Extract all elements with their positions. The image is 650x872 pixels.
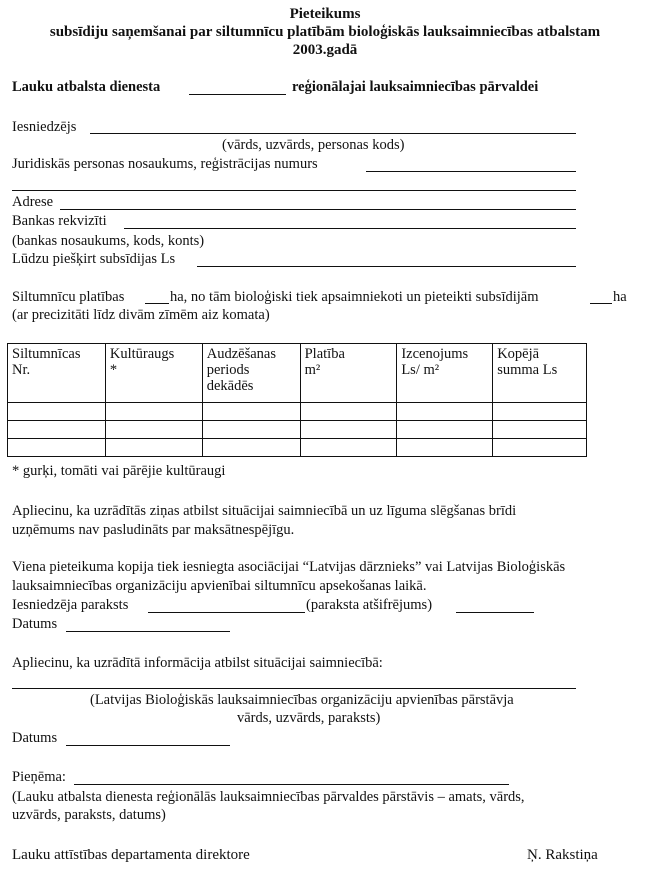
title-line-1: Pieteikums [289, 6, 361, 22]
table-cell[interactable] [8, 439, 106, 457]
table-cell[interactable] [8, 421, 106, 439]
greenhouse-table [7, 343, 587, 457]
table-cell[interactable] [300, 421, 397, 439]
representative-hint-2: vārds, uzvārds, paraksts) [237, 710, 381, 726]
area-unit: ha [613, 289, 627, 305]
table-cell[interactable] [8, 403, 106, 421]
accepted-field[interactable] [74, 784, 509, 785]
area-mid-text: ha, no tām bioloģiski tiek apsaimniekoti un pieteikti subsīdijām [170, 289, 539, 305]
area-organic-field[interactable] [590, 303, 612, 304]
subsidy-field[interactable] [197, 266, 576, 267]
addressee-blank[interactable] [189, 94, 286, 95]
table-cell[interactable] [493, 439, 587, 457]
director-name: Ņ. Rakstiņa [527, 847, 598, 863]
copy-line2: lauksaimniecības organizāciju apvienībai siltumnīcu apsekošanas laikā. [12, 578, 427, 594]
bank-hint: (bankas nosaukums, kods, konts) [12, 233, 205, 249]
table-row [8, 439, 587, 457]
signature-field[interactable] [148, 612, 305, 613]
accepted-hint-2: uzvārds, paraksts, datums) [12, 807, 166, 823]
table-cell[interactable] [300, 403, 397, 421]
date-field-1[interactable] [66, 631, 230, 632]
address-label: Adrese [12, 194, 54, 210]
date-label-2: Datums [12, 730, 58, 746]
table-cell[interactable] [300, 439, 397, 457]
col-total: Kopējā summa Ls [493, 344, 587, 403]
table-cell[interactable] [493, 403, 587, 421]
applicant-field[interactable] [90, 133, 576, 134]
area-total-field[interactable] [145, 303, 169, 304]
legal-entity-field-2[interactable] [12, 190, 576, 191]
copy-line1: Viena pieteikuma kopija tiek iesniegta asociācijai “Latvijas dārznieks” vai Latvijas Bioloģiskās [12, 559, 566, 575]
signature-decode: (paraksta atšifrējums) [306, 597, 433, 613]
statement1-line1: Apliecinu, ka uzrādītās ziņas atbilst situācijai saimniecībā un uz līguma slēgšanas brīdi [12, 503, 517, 519]
bank-label: Bankas rekvizīti [12, 213, 107, 229]
accepted-hint-1: (Lauku atbalsta dienesta reģionālās lauksaimniecības pārvaldes pārstāvis – amats, vārds, [12, 789, 525, 805]
director-position: Lauku attīstības departamenta direktore [12, 847, 250, 863]
table-row [8, 421, 587, 439]
addressee-left: Lauku atbalsta dienesta [12, 79, 161, 95]
table-cell[interactable] [202, 421, 300, 439]
col-price: Izcenojums Ls/ m² [397, 344, 493, 403]
table-cell[interactable] [202, 403, 300, 421]
subsidy-label: Lūdzu piešķirt subsīdijas Ls [12, 251, 176, 267]
table-cell[interactable] [397, 403, 493, 421]
applicant-label: Iesniedzējs [12, 119, 77, 135]
legal-entity-field[interactable] [366, 171, 576, 172]
area-label: Siltumnīcu platības [12, 289, 125, 305]
table-cell[interactable] [493, 421, 587, 439]
table-row [8, 403, 587, 421]
title-line-3: 2003.gadā [292, 42, 358, 58]
table-cell[interactable] [105, 439, 202, 457]
representative-hint-1: (Latvijas Bioloģiskās lauksaimniecības organizāciju apvienības pārstāvja [90, 692, 514, 708]
representative-field[interactable] [12, 688, 576, 689]
address-field[interactable] [60, 209, 576, 210]
signature-decode-field[interactable] [456, 612, 534, 613]
table-cell[interactable] [397, 439, 493, 457]
date-label-1: Datums [12, 616, 58, 632]
table-header-row [8, 344, 587, 403]
accepted-label: Pieņēma: [12, 769, 66, 785]
table-cell[interactable] [105, 403, 202, 421]
addressee-right: reģionālajai lauksaimniecības pārvaldei [292, 79, 539, 95]
area-note: (ar precizitāti līdz divām zīmēm aiz komata) [12, 307, 270, 323]
col-period: Audzēšanas periods dekādēs [202, 344, 300, 403]
bank-field[interactable] [124, 228, 576, 229]
table-cell[interactable] [202, 439, 300, 457]
table-footnote: * gurķi, tomāti vai pārējie kultūraugi [12, 463, 226, 479]
signature-label: Iesniedzēja paraksts [12, 597, 129, 613]
col-area: Platība m² [300, 344, 397, 403]
applicant-hint: (vārds, uzvārds, personas kods) [222, 137, 405, 153]
statement2-text: Apliecinu, ka uzrādītā informācija atbilst situācijai saimniecībā: [12, 655, 383, 671]
title-line-2: subsīdiju saņemšanai par siltumnīcu platībām bioloģiskās lauksaimniecības atbalstam [49, 24, 601, 40]
col-greenhouse-nr: Siltumnīcas Nr. [8, 344, 106, 403]
table-cell[interactable] [397, 421, 493, 439]
legal-entity-label: Juridiskās personas nosaukums, reģistrācijas numurs [12, 156, 318, 172]
date-field-2[interactable] [66, 745, 230, 746]
col-crop: Kultūraugs * [105, 344, 202, 403]
table-cell[interactable] [105, 421, 202, 439]
statement1-line2: uzņēmums nav pasludināts par maksātnespējīgu. [12, 522, 295, 538]
